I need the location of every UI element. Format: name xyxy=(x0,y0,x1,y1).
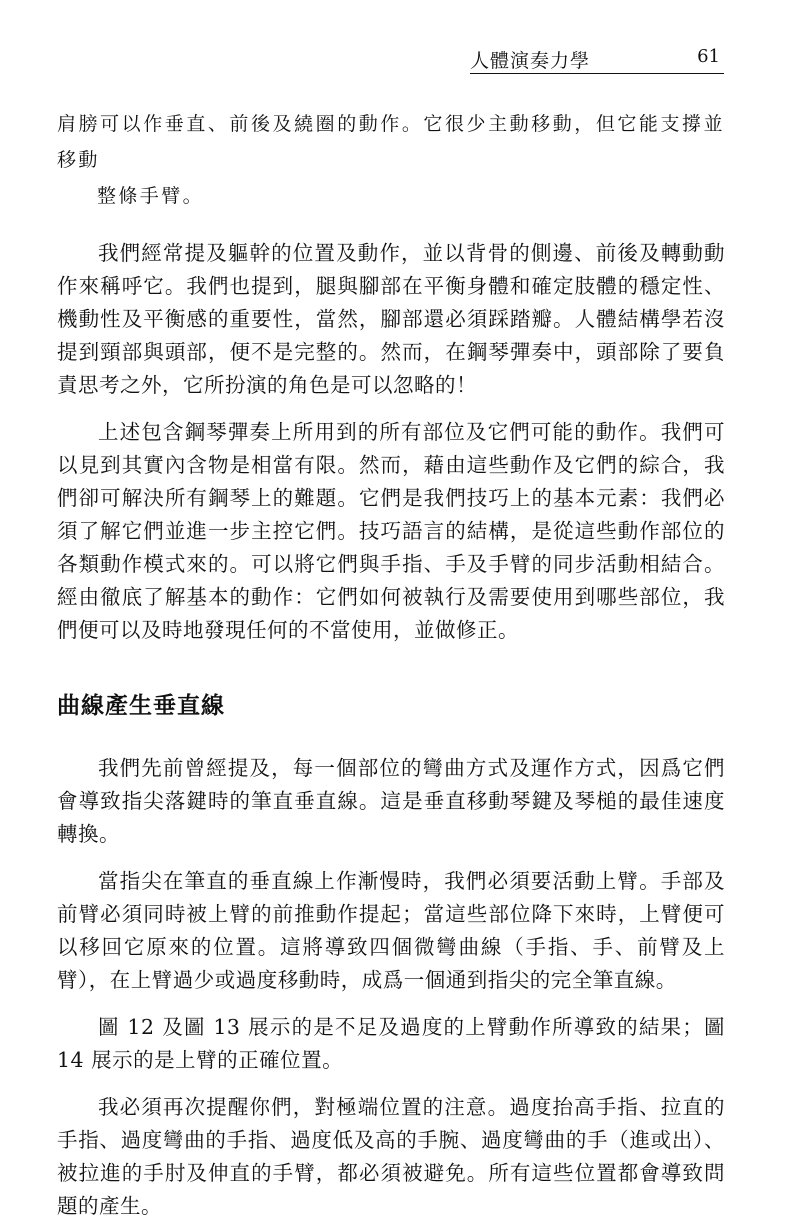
paragraph-curves: 我們先前曾經提及，每一個部位的彎曲方式及運作方式，因爲它們會導致指尖落鍵時的筆直垂直線。這是垂直移動琴鍵及琴槌的最佳速度轉換。 xyxy=(57,756,725,846)
paragraph-basic-elements: 上述包含鋼琴彈奏上所用到的所有部位及它們可能的動作。我們可以見到其實內含物是相當有限。然而，藉由這些動作及它們的綜合，我們卻可解決所有鋼琴上的難題。它們是我們技巧上的基本元素：我們必須了解它們並進一步主控它們。技巧語言的結構，是從這些動作部位的各類動作模式來的。可以將它們與手指、手及手臂的同步活動相結合。經由徹底了解基本的動作：它們如何被執行及需要使用到哪些部位，我們便可以及時地發現任何的不當使用，並做修正。 xyxy=(57,420,725,642)
paragraph-torso: 我們經常提及軀幹的位置及動作，並以背骨的側邊、前後及轉動動作來稱呼它。我們也提到，腿與腳部在平衡身體和確定肢體的穩定性、機動性及平衡感的重要性，當然，腳部還必須踩踏瓣。人體結構學若沒提到頸部與頭部，便不是完整的。然而，在鋼琴彈奏中，頭部除了要負責思考之外，它所扮演的角色是可以忽略的！ xyxy=(57,241,725,397)
section-heading: 曲線產生垂直線 xyxy=(57,692,225,719)
running-header xyxy=(470,44,724,74)
lead-paragraph xyxy=(57,106,725,214)
page-number: 61 xyxy=(697,46,720,67)
lead-line-2: 整條手臂。 xyxy=(97,185,205,207)
paragraph-upper-arm: 當指尖在筆直的垂直線上作漸慢時，我們必須要活動上臂。手部及前臂必須同時被上臂的前推動作提起；當這些部位降下來時，上臂便可以移回它原來的位置。這將導致四個微彎曲線（手指、手、前臂及上臂），在上臂過少或過度移動時，成爲一個通到指尖的完全筆直線。 xyxy=(57,869,725,992)
header-rule xyxy=(470,73,724,74)
paragraph-figures: 圖 12 及圖 13 展示的是不足及過度的上臂動作所導致的結果；圖 14 展示的是上臂的正確位置。 xyxy=(57,1015,725,1072)
lead-line-1: 肩膀可以作垂直、前後及繞圈的動作。它很少主動移動，但它能支撐並移動 xyxy=(57,113,725,171)
page-body xyxy=(57,106,725,1223)
running-title: 人體演奏力學 xyxy=(470,50,591,72)
paragraph-extremes: 我必須再次提醒你們，對極端位置的注意。過度抬高手指、拉直的手指、過度彎曲的手指、過度低及高的手腕、過度彎曲的手（進或出）、被拉進的手肘及伸直的手臂，都必須被避免。所有這些位置都會導致問題的產生。 xyxy=(57,1095,725,1218)
